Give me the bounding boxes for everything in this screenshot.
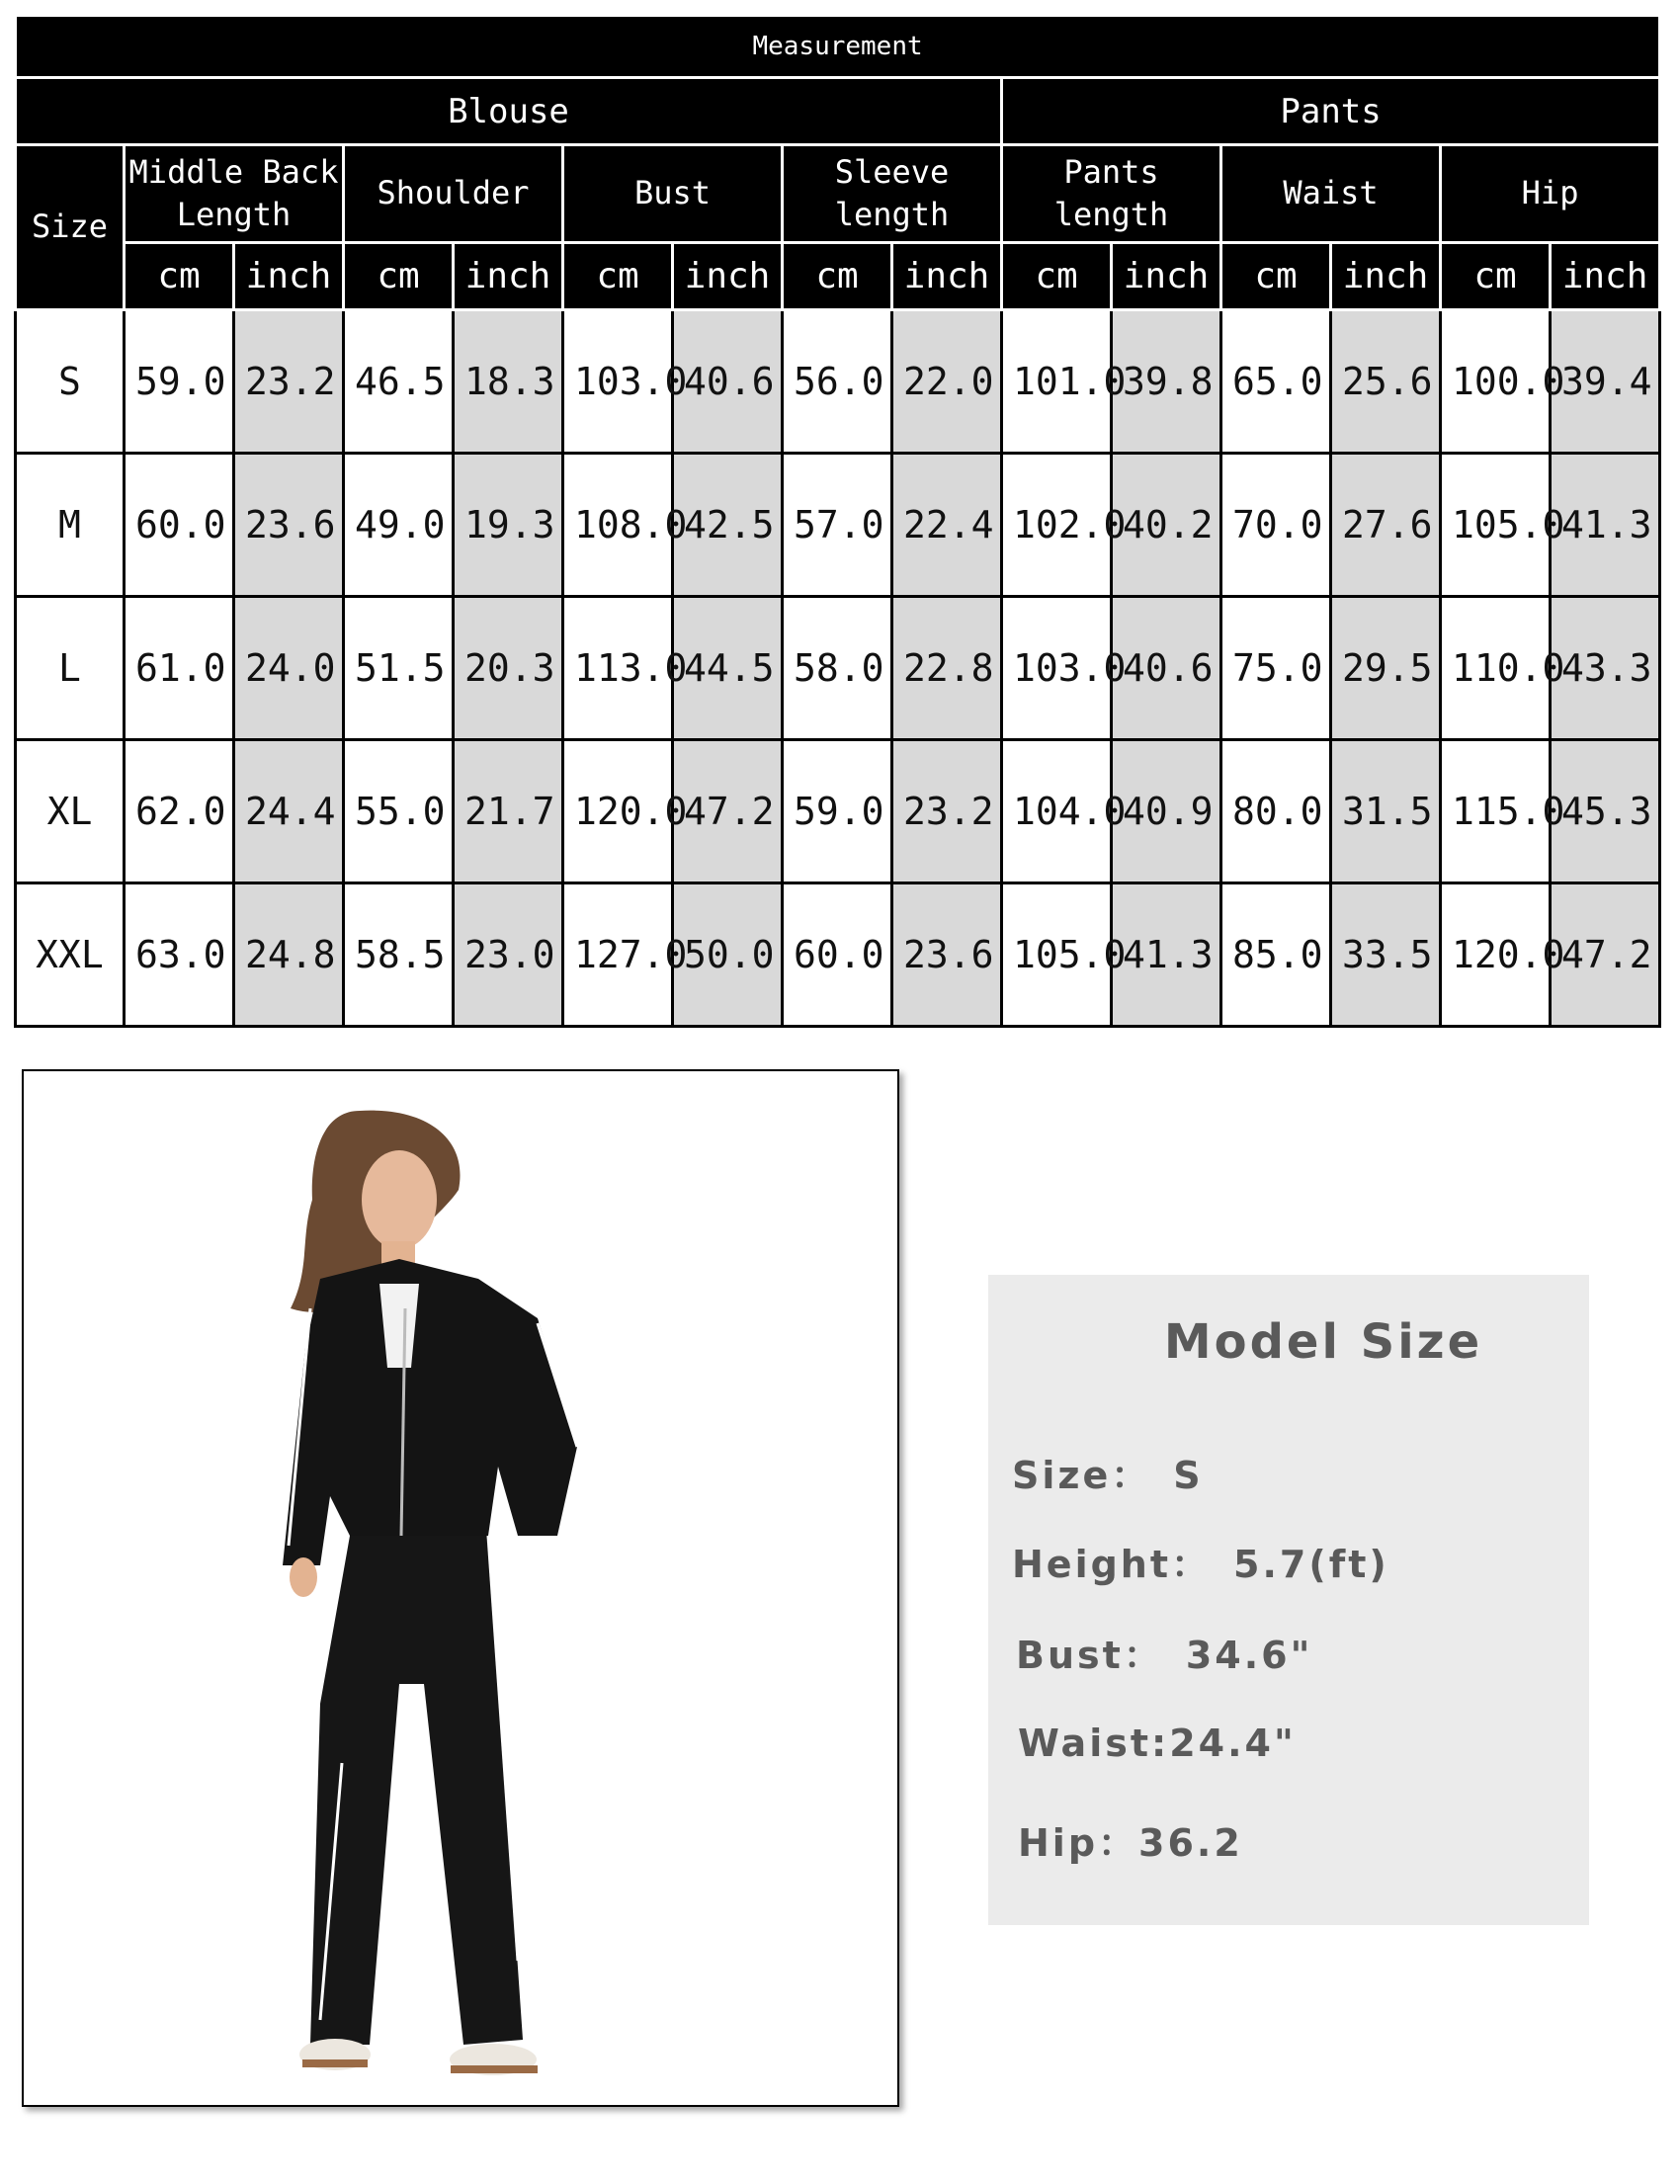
cm-cell: 61.0	[125, 597, 234, 740]
model-bust-label: Bust：	[1016, 1634, 1164, 1677]
unit-inch-pants_length: inch	[1112, 243, 1221, 310]
cm-cell: 108.0	[563, 454, 673, 597]
cm-cell: 51.5	[344, 597, 454, 740]
inch-cell: 39.8	[1112, 310, 1221, 454]
model-waist-row	[1018, 1722, 1297, 1765]
inch-cell: 40.9	[1112, 740, 1221, 883]
model-bust-value: 34.6"	[1185, 1634, 1313, 1677]
cm-cell: 100.0	[1441, 310, 1551, 454]
cm-cell: 63.0	[125, 883, 234, 1027]
model-hip-value: 36.2	[1138, 1821, 1243, 1865]
table-title: Measurement	[16, 16, 1660, 78]
inch-cell: 19.3	[454, 454, 563, 597]
inch-cell: 18.3	[454, 310, 563, 454]
inch-cell: 31.5	[1331, 740, 1441, 883]
cm-cell: 56.0	[783, 310, 892, 454]
inch-cell: 23.6	[234, 454, 344, 597]
cm-cell: 101.0	[1002, 310, 1112, 454]
cm-cell: 103.0	[563, 310, 673, 454]
cm-cell: 59.0	[125, 310, 234, 454]
inch-cell: 22.4	[892, 454, 1002, 597]
cm-cell: 46.5	[344, 310, 454, 454]
cm-cell: 58.5	[344, 883, 454, 1027]
cm-cell: 70.0	[1221, 454, 1331, 597]
cm-cell: 55.0	[344, 740, 454, 883]
col-header-hip: Hip	[1441, 145, 1660, 243]
cm-cell: 62.0	[125, 740, 234, 883]
inch-cell: 22.8	[892, 597, 1002, 740]
cm-cell: 59.0	[783, 740, 892, 883]
size-cell: XL	[16, 740, 125, 883]
unit-inch-waist: inch	[1331, 243, 1441, 310]
cm-cell: 60.0	[125, 454, 234, 597]
table-row	[16, 454, 1660, 597]
cm-cell: 105.0	[1441, 454, 1551, 597]
cm-cell: 58.0	[783, 597, 892, 740]
inch-cell: 41.3	[1112, 883, 1221, 1027]
model-waist-value: 24.4"	[1169, 1722, 1297, 1765]
inch-cell: 42.5	[673, 454, 783, 597]
inch-cell: 50.0	[673, 883, 783, 1027]
inch-cell: 23.6	[892, 883, 1002, 1027]
table-row	[16, 310, 1660, 454]
inch-cell: 43.3	[1551, 597, 1660, 740]
inch-cell: 40.6	[673, 310, 783, 454]
cm-cell: 110.0	[1441, 597, 1551, 740]
cm-cell: 60.0	[783, 883, 892, 1027]
inch-cell: 39.4	[1551, 310, 1660, 454]
cm-cell: 80.0	[1221, 740, 1331, 883]
cm-cell: 65.0	[1221, 310, 1331, 454]
size-cell: L	[16, 597, 125, 740]
unit-inch-shoulder: inch	[454, 243, 563, 310]
inch-cell: 41.3	[1551, 454, 1660, 597]
inch-cell: 24.0	[234, 597, 344, 740]
table-row	[16, 740, 1660, 883]
cm-cell: 105.0	[1002, 883, 1112, 1027]
unit-cm-waist: cm	[1221, 243, 1331, 310]
table-row	[16, 597, 1660, 740]
unit-cm-pants_length: cm	[1002, 243, 1112, 310]
size-header: Size	[16, 145, 125, 310]
inch-cell: 33.5	[1331, 883, 1441, 1027]
inch-cell: 40.2	[1112, 454, 1221, 597]
col-header-middle-back-length: Middle Back Length	[125, 145, 344, 243]
cm-cell: 120.0	[1441, 883, 1551, 1027]
model-size-label: Size：	[1012, 1454, 1152, 1497]
cm-cell: 49.0	[344, 454, 454, 597]
inch-cell: 44.5	[673, 597, 783, 740]
inch-cell: 29.5	[1331, 597, 1441, 740]
inch-cell: 23.0	[454, 883, 563, 1027]
model-height-value: 5.7(ft)	[1233, 1543, 1389, 1586]
model-figure-illustration	[24, 1071, 897, 2105]
model-size-value: S	[1173, 1454, 1204, 1497]
inch-cell: 21.7	[454, 740, 563, 883]
cm-cell: 102.0	[1002, 454, 1112, 597]
model-height-row	[1012, 1534, 1389, 1588]
col-header-waist: Waist	[1221, 145, 1441, 243]
model-waist-label: Waist:	[1018, 1722, 1170, 1765]
model-bust-row	[1016, 1625, 1312, 1679]
unit-inch-mbl: inch	[234, 243, 344, 310]
inch-cell: 27.6	[1331, 454, 1441, 597]
unit-inch-sleeve: inch	[892, 243, 1002, 310]
size-cell: S	[16, 310, 125, 454]
col-header-pants-length: Pants length	[1002, 145, 1221, 243]
inch-cell: 25.6	[1331, 310, 1441, 454]
cm-cell: 113.0	[563, 597, 673, 740]
inch-cell: 45.3	[1551, 740, 1660, 883]
inch-cell: 47.2	[673, 740, 783, 883]
col-header-shoulder: Shoulder	[344, 145, 563, 243]
model-photo	[22, 1069, 899, 2107]
cm-cell: 127.0	[563, 883, 673, 1027]
inch-cell: 22.0	[892, 310, 1002, 454]
inch-cell: 23.2	[234, 310, 344, 454]
model-hip-label: Hip：	[1018, 1821, 1139, 1865]
model-size-title: Model Size	[1163, 1314, 1483, 1370]
cm-cell: 115.0	[1441, 740, 1551, 883]
cm-cell: 85.0	[1221, 883, 1331, 1027]
group-pants: Pants	[1002, 78, 1660, 145]
model-height-label: Height：	[1012, 1543, 1213, 1586]
inch-cell: 24.8	[234, 883, 344, 1027]
model-size-panel	[988, 1275, 1589, 1925]
unit-cm-shoulder: cm	[344, 243, 454, 310]
model-size-row	[1012, 1445, 1204, 1499]
inch-cell: 47.2	[1551, 883, 1660, 1027]
col-header-sleeve-length: Sleeve length	[783, 145, 1002, 243]
unit-inch-hip: inch	[1551, 243, 1660, 310]
cm-cell: 103.0	[1002, 597, 1112, 740]
unit-cm-sleeve: cm	[783, 243, 892, 310]
unit-cm-hip: cm	[1441, 243, 1551, 310]
cm-cell: 120.0	[563, 740, 673, 883]
cm-cell: 57.0	[783, 454, 892, 597]
inch-cell: 23.2	[892, 740, 1002, 883]
unit-inch-bust: inch	[673, 243, 783, 310]
size-cell: M	[16, 454, 125, 597]
cm-cell: 75.0	[1221, 597, 1331, 740]
inch-cell: 24.4	[234, 740, 344, 883]
group-blouse: Blouse	[16, 78, 1002, 145]
size-cell: XXL	[16, 883, 125, 1027]
unit-cm-bust: cm	[563, 243, 673, 310]
table-row	[16, 883, 1660, 1027]
model-hip-row	[1018, 1812, 1243, 1867]
unit-cm-mbl: cm	[125, 243, 234, 310]
cm-cell: 104.0	[1002, 740, 1112, 883]
col-header-bust: Bust	[563, 145, 783, 243]
inch-cell: 40.6	[1112, 597, 1221, 740]
inch-cell: 20.3	[454, 597, 563, 740]
measurement-table	[14, 14, 1661, 1028]
